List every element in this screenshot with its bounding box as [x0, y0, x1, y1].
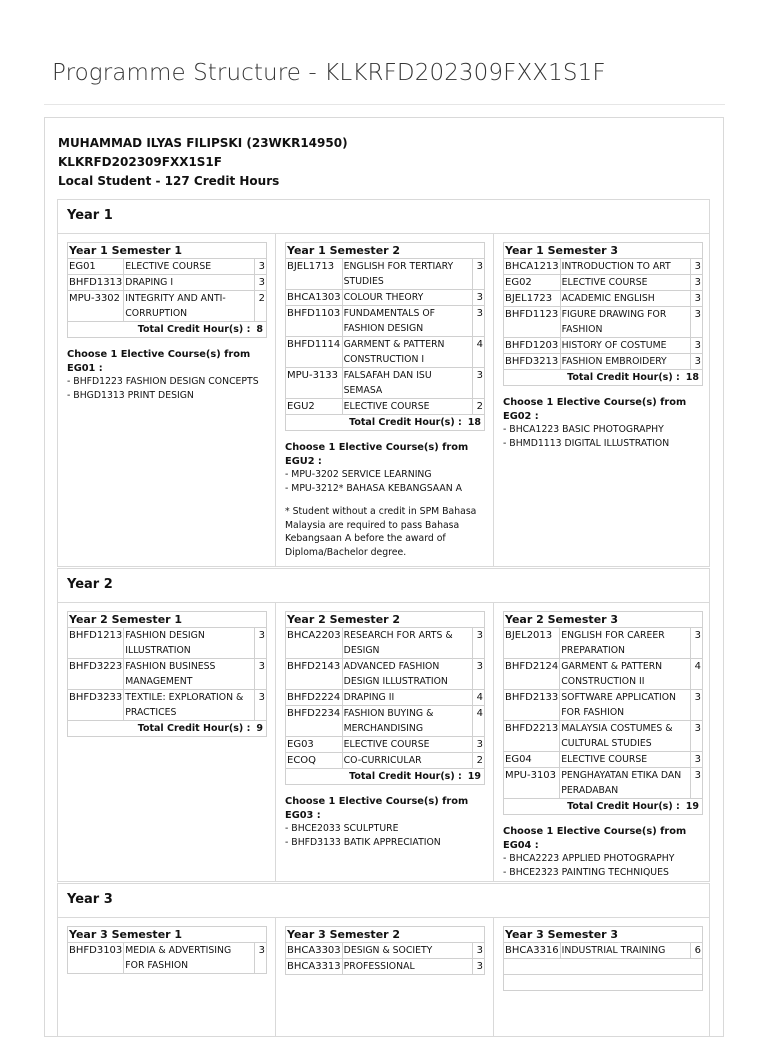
- student-name: MUHAMMAD ILYAS FILIPSKI (23WKR14950): [58, 136, 348, 150]
- year-heading: Year 3: [57, 883, 710, 917]
- total-label: Total Credit Hour(s) :: [567, 372, 680, 383]
- course-code: MPU-3103: [504, 768, 560, 799]
- course-name: ENGLISH FOR CAREER PREPARATION: [560, 628, 691, 659]
- course-name: ELECTIVE COURSE: [342, 737, 472, 753]
- elective-section: [67, 348, 267, 402]
- semester-title: Year 2 Semester 1: [68, 612, 267, 628]
- course-row: [504, 659, 703, 690]
- course-name: FUNDAMENTALS OF FASHION DESIGN: [342, 306, 472, 337]
- course-code: BHFD3223: [68, 659, 124, 690]
- course-name: ELECTIVE COURSE: [124, 259, 255, 275]
- course-credit: 2: [255, 291, 267, 322]
- course-name: ACADEMIC ENGLISH: [560, 291, 690, 307]
- elective-section: [503, 825, 703, 879]
- course-code: EG01: [68, 259, 124, 275]
- course-row: [504, 768, 703, 799]
- course-credit: 3: [691, 291, 703, 307]
- semester-title: Year 1 Semester 1: [68, 243, 267, 259]
- course-code: BHCA1303: [286, 290, 343, 306]
- semester-column: [58, 603, 276, 881]
- course-credit: 3: [691, 628, 703, 659]
- semester-title: Year 3 Semester 3: [504, 927, 703, 943]
- course-code: BHCA3316: [504, 943, 561, 959]
- total-label: Total Credit Hour(s) :: [567, 801, 680, 812]
- elective-heading: Choose 1 Elective Course(s) from EG03 :: [285, 796, 469, 821]
- total-row: [286, 415, 485, 431]
- course-credit: 3: [473, 628, 485, 659]
- semester-title: Year 1 Semester 2: [286, 243, 485, 259]
- course-code: BHFD1313: [68, 275, 124, 291]
- course-credit: 3: [691, 752, 703, 768]
- course-name: FASHION EMBROIDERY: [560, 354, 690, 370]
- semester-title: Year 1 Semester 3: [504, 243, 703, 259]
- course-row: [504, 338, 703, 354]
- course-row: [504, 752, 703, 768]
- course-name: DESIGN & SOCIETY: [342, 943, 472, 959]
- total-credit-hours: [504, 370, 703, 386]
- semester-block: [285, 611, 485, 849]
- elective-item: - BHCA1223 BASIC PHOTOGRAPHY: [503, 424, 664, 435]
- course-name: ENGLISH FOR TERTIARY STUDIES: [342, 259, 472, 290]
- total-value: 18: [685, 372, 699, 383]
- year-heading: Year 2: [57, 568, 710, 602]
- credit-summary: Local Student - 127 Credit Hours: [58, 174, 280, 188]
- course-name: FASHION DESIGN ILLUSTRATION: [124, 628, 255, 659]
- total-value: 8: [256, 324, 263, 335]
- total-credit-hours: [286, 769, 485, 785]
- course-credit: 3: [691, 690, 703, 721]
- semester-column: [494, 603, 711, 881]
- semester-column: [276, 234, 494, 566]
- course-row: [504, 259, 703, 275]
- course-code: BHFD1114: [286, 337, 343, 368]
- course-table: [67, 242, 267, 338]
- semester-block: [503, 242, 703, 450]
- student-info: [58, 134, 348, 191]
- course-code: EG04: [504, 752, 560, 768]
- course-name: HISTORY OF COSTUME: [560, 338, 690, 354]
- semester-block: [503, 926, 703, 991]
- course-row: [286, 368, 485, 399]
- course-name: DRAPING II: [342, 690, 472, 706]
- course-credit: 3: [691, 721, 703, 752]
- course-code: BHCA3313: [286, 959, 343, 975]
- course-row: [286, 306, 485, 337]
- course-name: MEDIA & ADVERTISING FOR FASHION: [124, 943, 255, 974]
- total-credit-hours: [68, 322, 267, 338]
- course-credit: 3: [473, 368, 485, 399]
- course-credit: 3: [255, 690, 267, 721]
- elective-section: [285, 441, 485, 495]
- course-name: GARMENT & PATTERN CONSTRUCTION I: [342, 337, 472, 368]
- course-code: BHFD1213: [68, 628, 124, 659]
- course-name: FASHION BUYING & MERCHANDISING: [342, 706, 472, 737]
- elective-heading: Choose 1 Elective Course(s) from EG02 :: [503, 397, 687, 422]
- total-row: [68, 322, 267, 338]
- total-credit-hours: [504, 799, 703, 815]
- semester-column: [494, 918, 711, 1036]
- course-row: [286, 659, 485, 690]
- course-table: [503, 242, 703, 386]
- course-name: PENGHAYATAN ETIKA DAN PERADABAN: [560, 768, 691, 799]
- course-row: [68, 943, 267, 974]
- empty-row: [504, 975, 703, 991]
- year-heading: Year 1: [57, 199, 710, 233]
- course-row: [286, 737, 485, 753]
- course-name: ELECTIVE COURSE: [560, 752, 691, 768]
- course-row: [68, 259, 267, 275]
- course-name: INDUSTRIAL TRAINING: [560, 943, 690, 959]
- course-credit: 3: [691, 259, 703, 275]
- course-table: [503, 926, 703, 991]
- course-row: [504, 628, 703, 659]
- course-row: [504, 943, 703, 959]
- semester-title: Year 3 Semester 2: [286, 927, 485, 943]
- elective-item: - BHCE2323 PAINTING TECHNIQUES: [503, 866, 669, 878]
- course-code: ECOQ: [286, 753, 343, 769]
- course-code: BJEL1723: [504, 291, 561, 307]
- elective-item: - MPU-3212* BAHASA KEBANGSAAN A: [285, 482, 463, 494]
- course-row: [286, 753, 485, 769]
- course-credit: 4: [691, 659, 703, 690]
- course-code: BHFD3213: [504, 354, 561, 370]
- semester-block: [67, 611, 267, 737]
- course-name: FALSAFAH DAN ISU SEMASA: [342, 368, 472, 399]
- course-code: MPU-3133: [286, 368, 343, 399]
- total-row: [504, 370, 703, 386]
- elective-heading: Choose 1 Elective Course(s) from EG01 :: [67, 349, 251, 374]
- course-code: BHFD1103: [286, 306, 343, 337]
- course-name: MALAYSIA COSTUMES & CULTURAL STUDIES: [560, 721, 691, 752]
- course-code: BHFD1123: [504, 307, 561, 338]
- course-code: BHFD2124: [504, 659, 560, 690]
- course-code: BHFD2213: [504, 721, 560, 752]
- course-name: PROFESSIONAL: [342, 959, 472, 975]
- course-row: [504, 690, 703, 721]
- course-table: [67, 926, 267, 974]
- course-credit: 4: [473, 337, 485, 368]
- course-code: BHFD2224: [286, 690, 343, 706]
- total-label: Total Credit Hour(s) :: [137, 723, 251, 734]
- course-credit: 3: [473, 290, 485, 306]
- course-code: BJEL1713: [286, 259, 343, 290]
- total-value: 9: [256, 723, 263, 734]
- empty-cell: [504, 975, 703, 991]
- course-code: BHCA1213: [504, 259, 561, 275]
- course-row: [68, 659, 267, 690]
- year-body: [57, 233, 710, 567]
- total-value: 19: [467, 771, 481, 782]
- course-name: ELECTIVE COURSE: [342, 399, 472, 415]
- course-row: [68, 291, 267, 322]
- course-name: INTRODUCTION TO ART: [560, 259, 690, 275]
- course-credit: 3: [473, 943, 485, 959]
- total-row: [286, 769, 485, 785]
- course-name: RESEARCH FOR ARTS & DESIGN: [342, 628, 472, 659]
- course-code: BHFD2133: [504, 690, 560, 721]
- programme-code: KLKRFD202309FXX1S1F: [58, 155, 222, 169]
- total-label: Total Credit Hour(s) :: [137, 324, 251, 335]
- semester-column: [58, 234, 276, 566]
- semester-title: Year 2 Semester 3: [504, 612, 703, 628]
- elective-item: - BHMD1113 DIGITAL ILLUSTRATION: [503, 437, 670, 449]
- course-name: FASHION BUSINESS MANAGEMENT: [124, 659, 255, 690]
- empty-row: [504, 959, 703, 975]
- course-row: [286, 959, 485, 975]
- elective-item: - BHFD1223 FASHION DESIGN CONCEPTS: [67, 376, 259, 387]
- course-credit: 3: [691, 338, 703, 354]
- semester-column: [276, 918, 494, 1036]
- course-row: [68, 275, 267, 291]
- course-row: [504, 354, 703, 370]
- total-label: Total Credit Hour(s) :: [349, 771, 462, 782]
- course-code: BHCA2203: [286, 628, 343, 659]
- course-table: [503, 611, 703, 815]
- course-credit: 4: [473, 706, 485, 737]
- course-credit: 3: [691, 307, 703, 338]
- course-credit: 3: [255, 275, 267, 291]
- course-code: MPU-3302: [68, 291, 124, 322]
- course-code: EG03: [286, 737, 343, 753]
- course-name: ADVANCED FASHION DESIGN ILLUSTRATION: [342, 659, 472, 690]
- elective-item: - BHGD1313 PRINT DESIGN: [67, 389, 194, 401]
- elective-section: [285, 795, 485, 849]
- course-credit: 3: [691, 275, 703, 291]
- elective-item: - BHCA2223 APPLIED PHOTOGRAPHY: [503, 853, 675, 864]
- course-row: [286, 259, 485, 290]
- course-table: [285, 611, 485, 785]
- semester-block: [67, 242, 267, 402]
- course-name: FIGURE DRAWING FOR FASHION: [560, 307, 690, 338]
- course-credit: 2: [473, 753, 485, 769]
- total-credit-hours: [286, 415, 485, 431]
- year-body: [57, 602, 710, 882]
- elective-item: - BHFD3133 BATIK APPRECIATION: [285, 836, 441, 848]
- course-credit: 3: [691, 354, 703, 370]
- course-name: GARMENT & PATTERN CONSTRUCTION II: [560, 659, 691, 690]
- elective-item: - MPU-3202 SERVICE LEARNING: [285, 469, 432, 480]
- semester-block: [503, 611, 703, 879]
- course-credit: 3: [255, 943, 267, 974]
- course-code: BHFD1203: [504, 338, 561, 354]
- course-credit: 3: [473, 306, 485, 337]
- year-body: [57, 917, 710, 1037]
- course-credit: 3: [473, 259, 485, 290]
- course-row: [68, 628, 267, 659]
- elective-item: - BHCE2033 SCULPTURE: [285, 823, 399, 834]
- semester-block: [67, 926, 267, 974]
- course-row: [504, 721, 703, 752]
- course-row: [286, 399, 485, 415]
- course-credit: 6: [691, 943, 703, 959]
- course-credit: 3: [691, 768, 703, 799]
- elective-heading: Choose 1 Elective Course(s) from EG04 :: [503, 826, 687, 851]
- course-credit: 3: [255, 628, 267, 659]
- course-row: [286, 943, 485, 959]
- course-code: BHFD2143: [286, 659, 343, 690]
- course-credit: 3: [255, 659, 267, 690]
- course-credit: 3: [255, 259, 267, 275]
- footnote: * Student without a credit in SPM Bahasa Malaysia are required to pass Bahasa Kebangsaan A before the award of Diploma/Bachelor degree.: [285, 506, 477, 558]
- course-code: EGU2: [286, 399, 343, 415]
- total-label: Total Credit Hour(s) :: [349, 417, 462, 428]
- course-credit: 4: [473, 690, 485, 706]
- course-code: BHFD2234: [286, 706, 343, 737]
- course-name: INTEGRITY AND ANTI-CORRUPTION: [124, 291, 255, 322]
- total-value: 19: [685, 801, 699, 812]
- title-divider: [44, 104, 725, 105]
- semester-title: Year 3 Semester 1: [68, 927, 267, 943]
- semester-block: [285, 926, 485, 975]
- course-row: [68, 690, 267, 721]
- course-row: [504, 275, 703, 291]
- course-table: [285, 926, 485, 975]
- course-name: COLOUR THEORY: [342, 290, 472, 306]
- page-title: Programme Structure - KLKRFD202309FXX1S1F: [52, 60, 606, 86]
- course-name: DRAPING I: [124, 275, 255, 291]
- semester-column: [58, 918, 276, 1036]
- total-row: [68, 721, 267, 737]
- course-credit: 3: [473, 737, 485, 753]
- course-code: EG02: [504, 275, 561, 291]
- course-code: BJEL2013: [504, 628, 560, 659]
- course-row: [286, 628, 485, 659]
- course-name: ELECTIVE COURSE: [560, 275, 690, 291]
- course-row: [286, 706, 485, 737]
- course-code: BHCA3303: [286, 943, 343, 959]
- course-row: [286, 690, 485, 706]
- course-row: [504, 307, 703, 338]
- course-table: [285, 242, 485, 431]
- total-row: [504, 799, 703, 815]
- course-code: BHFD3103: [68, 943, 124, 974]
- total-credit-hours: [68, 721, 267, 737]
- course-credit: 2: [473, 399, 485, 415]
- course-name: SOFTWARE APPLICATION FOR FASHION: [560, 690, 691, 721]
- course-name: TEXTILE: EXPLORATION & PRACTICES: [124, 690, 255, 721]
- course-credit: 3: [473, 959, 485, 975]
- elective-heading: Choose 1 Elective Course(s) from EGU2 :: [285, 442, 469, 467]
- semester-column: [276, 603, 494, 881]
- elective-section: [503, 396, 703, 450]
- course-credit: 3: [473, 659, 485, 690]
- empty-cell: [504, 959, 703, 975]
- total-value: 18: [467, 417, 481, 428]
- semester-column: [494, 234, 711, 566]
- course-row: [286, 337, 485, 368]
- semester-title: Year 2 Semester 2: [286, 612, 485, 628]
- semester-block: [285, 242, 485, 559]
- course-code: BHFD3233: [68, 690, 124, 721]
- course-row: [286, 290, 485, 306]
- course-name: CO-CURRICULAR: [342, 753, 472, 769]
- course-row: [504, 291, 703, 307]
- course-table: [67, 611, 267, 737]
